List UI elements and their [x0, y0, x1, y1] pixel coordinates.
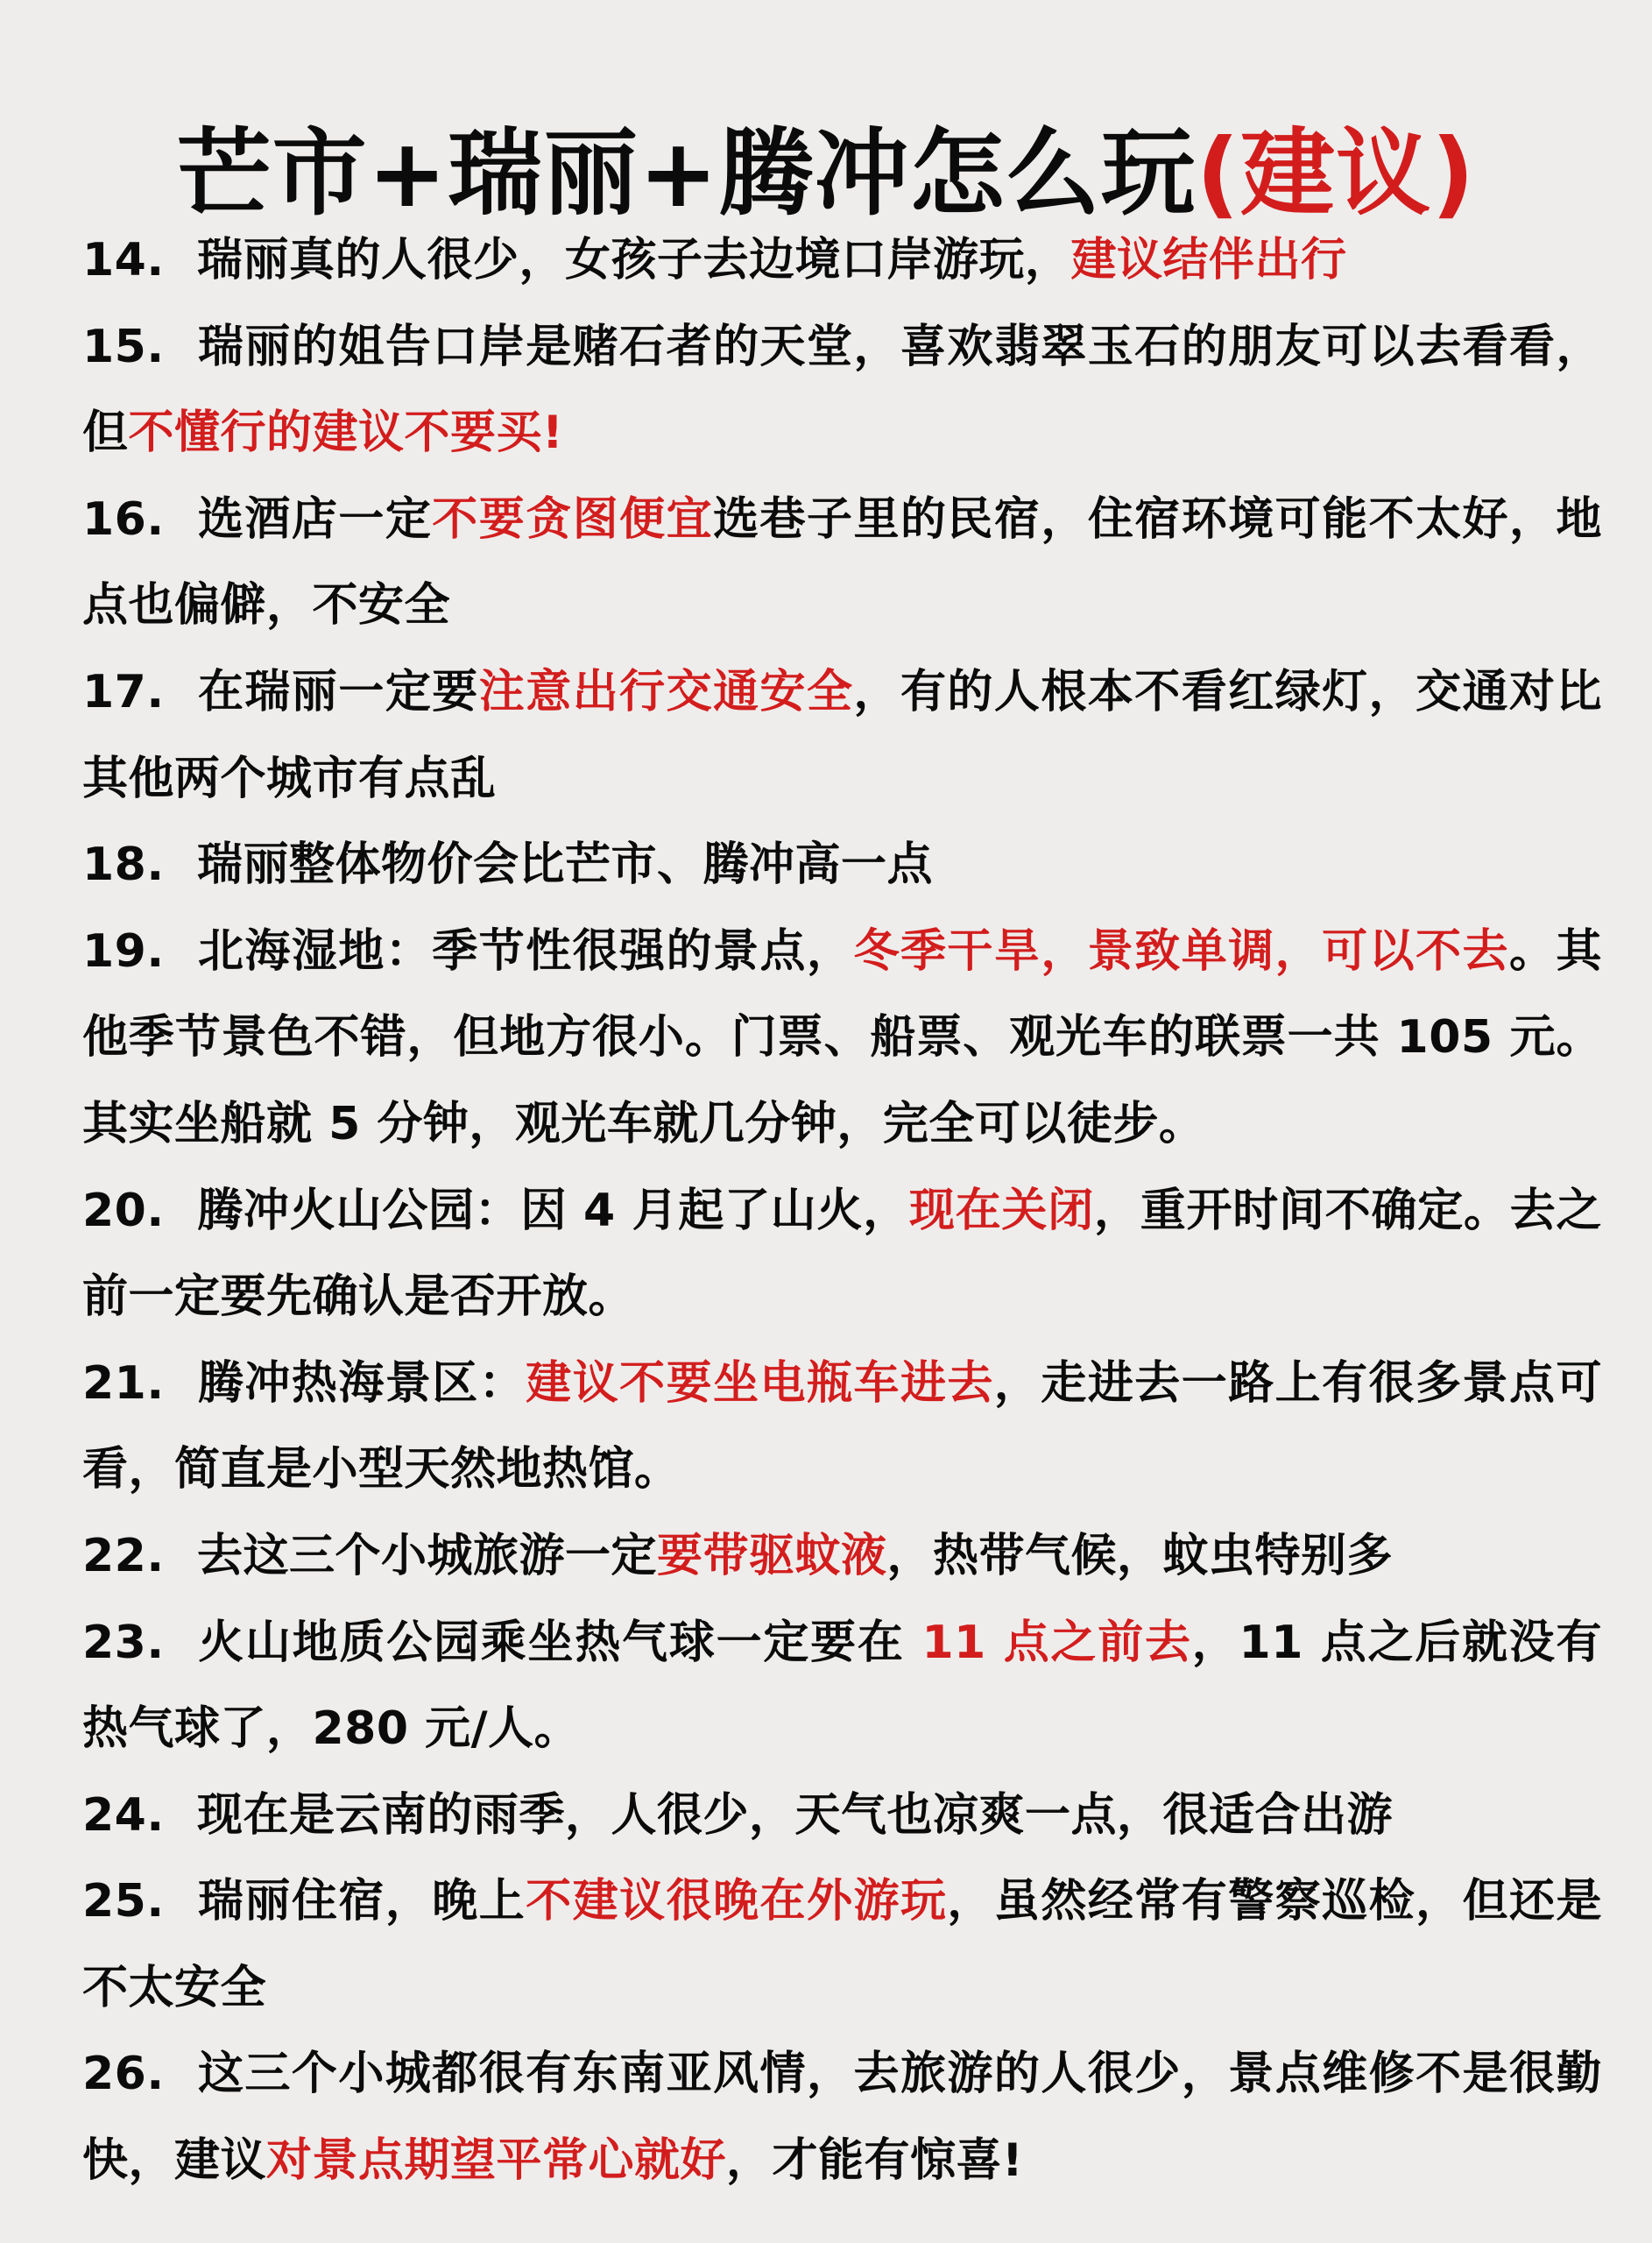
tip-text: 北海湿地：季节性很强的景点，: [197, 924, 854, 978]
tip-number: 14.: [82, 234, 165, 287]
tip-text: 腾冲热海景区：: [197, 1356, 526, 1410]
title-main: 芒市+瑞丽+腾冲怎么玩: [176, 119, 1197, 230]
tip-item: [82, 304, 1602, 477]
tip-text: ，才能有惊喜!: [726, 2134, 1024, 2188]
tip-text: ，虽然经常有警察巡检，但还是不太安全: [82, 1875, 1602, 2014]
tip-number: 25.: [82, 1875, 165, 1928]
tip-item: [82, 1772, 1602, 1859]
tip-number: 15.: [82, 320, 165, 373]
tip-highlight-text: 现在关闭: [909, 1184, 1095, 1237]
tip-highlight-text: 冬季干旱，景致单调，可以不去: [853, 924, 1509, 978]
tip-text: 在瑞丽一定要: [197, 665, 479, 718]
tip-highlight-text: 建议结伴出行: [1070, 234, 1347, 287]
tip-number: 23.: [82, 1616, 165, 1669]
tip-highlight-text: 注意出行交通安全: [478, 665, 854, 718]
tip-number: 20.: [82, 1184, 165, 1237]
title-highlight: (建议): [1196, 119, 1476, 230]
tip-text: 瑞丽整体物价会比芒市、腾冲高一点: [197, 838, 934, 892]
tip-text: 瑞丽真的人很少，女孩子去边境口岸游玩，: [197, 234, 1071, 287]
tip-text: ，有的人根本不看红绿灯，交通对比其他两个城市有点乱: [82, 665, 1602, 805]
tip-text: 瑞丽住宿，晚上: [197, 1875, 526, 1928]
tip-text: 腾冲火山公园：因 4 月起了山火，: [197, 1184, 910, 1237]
tip-highlight-text: 对景点期望平常心就好: [266, 2134, 727, 2188]
tip-item: [82, 909, 1602, 1168]
tip-text: ，走进去一路上有很多景点可看，简直是小型天然地热馆。: [82, 1356, 1602, 1497]
tip-item: [82, 1168, 1602, 1341]
tip-text: 选巷子里的民宿，住宿环境可能不太好，地点也偏僻，不安全: [82, 492, 1602, 633]
tip-number: 17.: [82, 665, 165, 718]
tip-text: 这三个小城都很有东南亚风情，去旅游的人很少，景点维修不是很勤快，建议: [82, 2048, 1602, 2188]
tip-text: ，11 点之后就没有热气球了，280 元/人。: [82, 1616, 1603, 1756]
tip-text: 去这三个小城旅游一定: [197, 1529, 658, 1582]
tip-highlight-text: 建议不要坐电瓶车进去: [526, 1356, 994, 1410]
tip-item: [82, 217, 1602, 304]
tip-text: 现在是云南的雨季，人很少，天气也凉爽一点，很适合出游: [197, 1788, 1394, 1842]
tip-highlight-text: 不懂行的建议不要买!: [128, 407, 564, 460]
tip-number: 21.: [82, 1356, 165, 1410]
tip-number: 19.: [82, 924, 165, 978]
tip-text: 火山地质公园乘坐热气球一定要在: [197, 1616, 922, 1669]
tip-item: [82, 1858, 1602, 2031]
tip-item: [82, 822, 1602, 909]
tips-list: [82, 217, 1602, 2204]
tip-text: 选酒店一定: [197, 492, 433, 546]
tip-text: 。其他季节景色不错，但地方很小。门票、船票、观光车的联票一共 105 元。其实坐船就 5 分钟，观光车就几分钟，完全可以徒步。: [82, 924, 1602, 1150]
tip-number: 24.: [82, 1788, 165, 1842]
tip-number: 18.: [82, 838, 165, 892]
tip-highlight-text: 不建议很晚在外游玩: [526, 1875, 948, 1928]
tip-item: [82, 2031, 1602, 2204]
tip-highlight-text: 要带驱蚊液: [657, 1529, 887, 1582]
tip-text: ，热带气候，蚊虫特别多: [886, 1529, 1394, 1582]
tip-item: [82, 1341, 1602, 1513]
tip-highlight-text: 不要贪图便宜: [432, 492, 714, 546]
tip-number: 16.: [82, 492, 165, 546]
tip-item: [82, 649, 1602, 822]
tip-item: [82, 477, 1602, 649]
tip-item: [82, 1600, 1602, 1772]
tip-text: ，重开时间不确定。去之前一定要先确认是否开放。: [82, 1184, 1602, 1324]
tip-highlight-text: 11 点之前去: [921, 1616, 1192, 1669]
tip-number: 22.: [82, 1529, 165, 1582]
tip-item: [82, 1513, 1602, 1600]
tip-text: 瑞丽的姐告口岸是赌石者的天堂，喜欢翡翠玉石的朋友可以去看看，但: [82, 320, 1602, 460]
tip-number: 26.: [82, 2048, 165, 2101]
